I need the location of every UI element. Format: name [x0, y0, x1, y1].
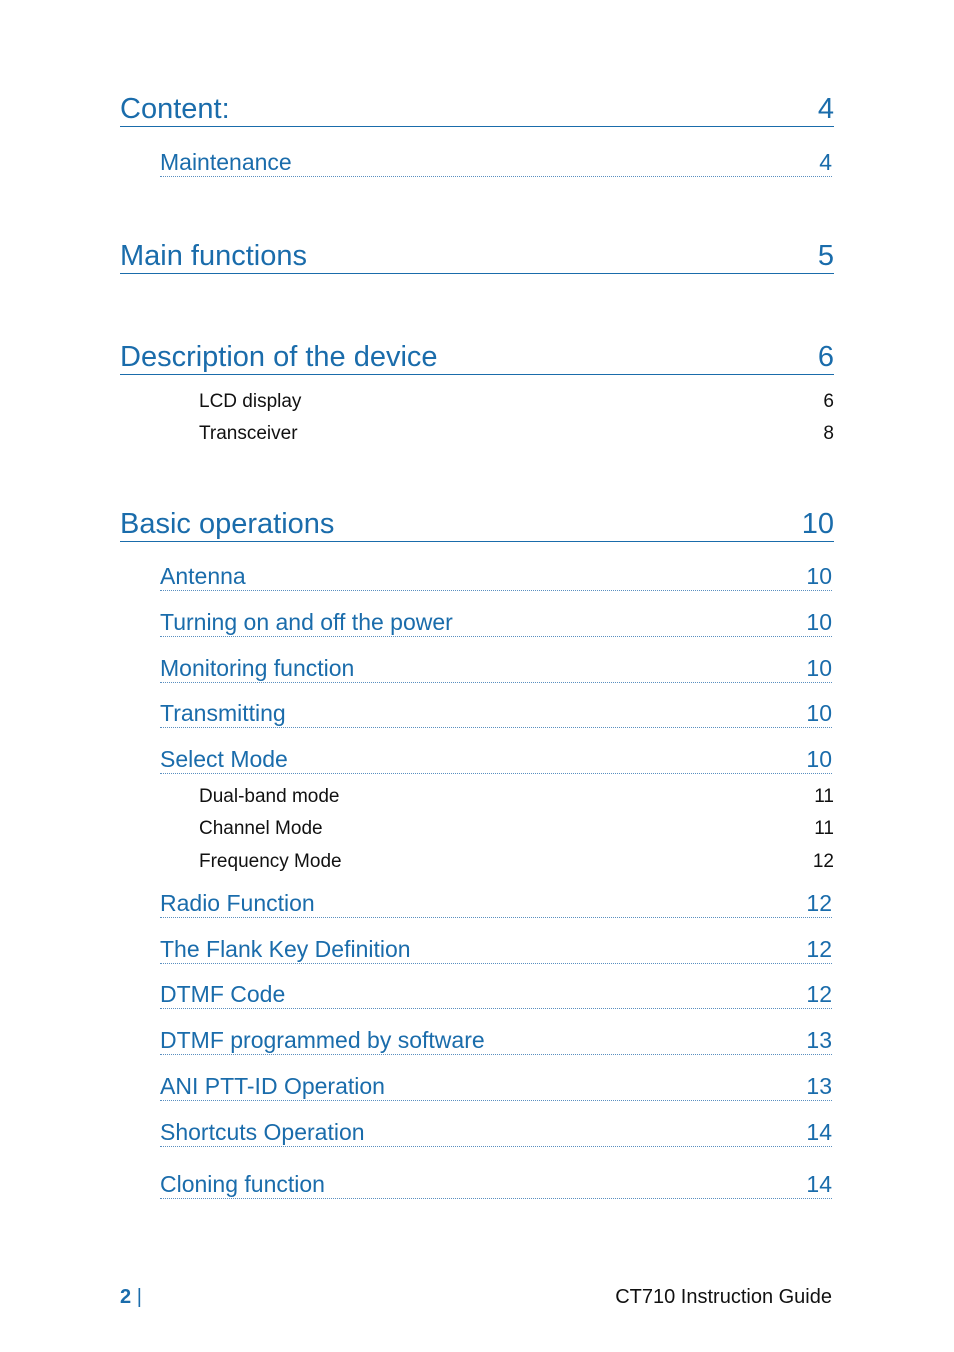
toc-select-mode[interactable]: [160, 746, 832, 774]
toc-title: LCD display: [199, 391, 302, 412]
toc-title: Antenna: [160, 563, 246, 589]
toc-title: Content:: [120, 93, 230, 125]
footer-page: [120, 1284, 142, 1310]
toc-title: Description of the device: [120, 341, 438, 373]
toc-page: 12: [806, 936, 832, 962]
toc-title: Select Mode: [160, 746, 288, 772]
toc-page: 10: [806, 700, 832, 726]
toc-page: 14: [806, 1171, 832, 1197]
toc-antenna[interactable]: [160, 563, 832, 591]
toc-dual-band[interactable]: [199, 785, 834, 809]
toc-power[interactable]: [160, 609, 832, 637]
toc-title: ANI PTT-ID Operation: [160, 1073, 385, 1099]
toc-title: Basic operations: [120, 508, 335, 540]
toc-title: Maintenance: [160, 149, 292, 175]
toc-content[interactable]: [120, 92, 834, 127]
toc-title: Cloning function: [160, 1171, 325, 1197]
toc-monitoring[interactable]: [160, 655, 832, 683]
toc-page: 4: [817, 93, 834, 125]
toc-dtmf-code[interactable]: [160, 981, 832, 1009]
toc-title: DTMF Code: [160, 981, 286, 1007]
toc-page: 5: [817, 240, 834, 272]
footer-separator: |: [136, 1286, 142, 1308]
toc-basic-operations[interactable]: [120, 507, 834, 542]
toc-page: 10: [806, 609, 832, 635]
toc-page: 13: [806, 1027, 832, 1053]
toc-title: Channel Mode: [199, 818, 323, 839]
toc-channel-mode[interactable]: [199, 817, 834, 841]
toc-page: 10: [801, 508, 834, 540]
toc-page: 12: [806, 890, 832, 916]
toc-title: Shortcuts Operation: [160, 1119, 365, 1145]
footer-guide-title: CT710 Instruction Guide: [615, 1286, 832, 1308]
toc-page: 13: [806, 1073, 832, 1099]
toc-title: The Flank Key Definition: [160, 936, 411, 962]
toc-title: Monitoring function: [160, 655, 355, 681]
toc-page: 11: [814, 786, 834, 807]
toc-title: Transmitting: [160, 700, 286, 726]
toc-page: 10: [806, 563, 832, 589]
toc-flank-key[interactable]: [160, 936, 832, 964]
toc-cloning[interactable]: [160, 1171, 832, 1199]
toc-transmitting[interactable]: [160, 700, 832, 728]
toc-page: 12: [812, 851, 834, 872]
toc-maintenance[interactable]: [160, 149, 832, 177]
toc-page: 4: [819, 149, 832, 175]
toc-shortcuts[interactable]: [160, 1119, 832, 1147]
toc-ani-ptt[interactable]: [160, 1073, 832, 1101]
toc-page: 10: [806, 746, 832, 772]
toc-page: 10: [806, 655, 832, 681]
toc-frequency-mode[interactable]: [199, 850, 834, 874]
toc-main-functions[interactable]: [120, 239, 834, 274]
toc-radio-function[interactable]: [160, 890, 832, 918]
toc-description[interactable]: [120, 340, 834, 375]
toc-transceiver[interactable]: [199, 422, 834, 446]
toc-title: DTMF programmed by software: [160, 1027, 485, 1053]
toc-page: 14: [806, 1119, 832, 1145]
toc-title: Dual-band mode: [199, 786, 340, 807]
toc-page: 6: [823, 391, 834, 412]
toc-title: Turning on and off the power: [160, 609, 453, 635]
toc-lcd-display[interactable]: [199, 390, 834, 414]
toc-page: 11: [814, 818, 834, 839]
page-number: 2: [120, 1286, 132, 1308]
toc-dtmf-software[interactable]: [160, 1027, 832, 1055]
toc-title: Radio Function: [160, 890, 315, 916]
toc-page: 8: [823, 423, 834, 444]
toc-title: Transceiver: [199, 423, 298, 444]
toc-title: Main functions: [120, 240, 307, 272]
toc-page: 12: [806, 981, 832, 1007]
toc-page: 6: [817, 341, 834, 373]
toc-title: Frequency Mode: [199, 851, 342, 872]
